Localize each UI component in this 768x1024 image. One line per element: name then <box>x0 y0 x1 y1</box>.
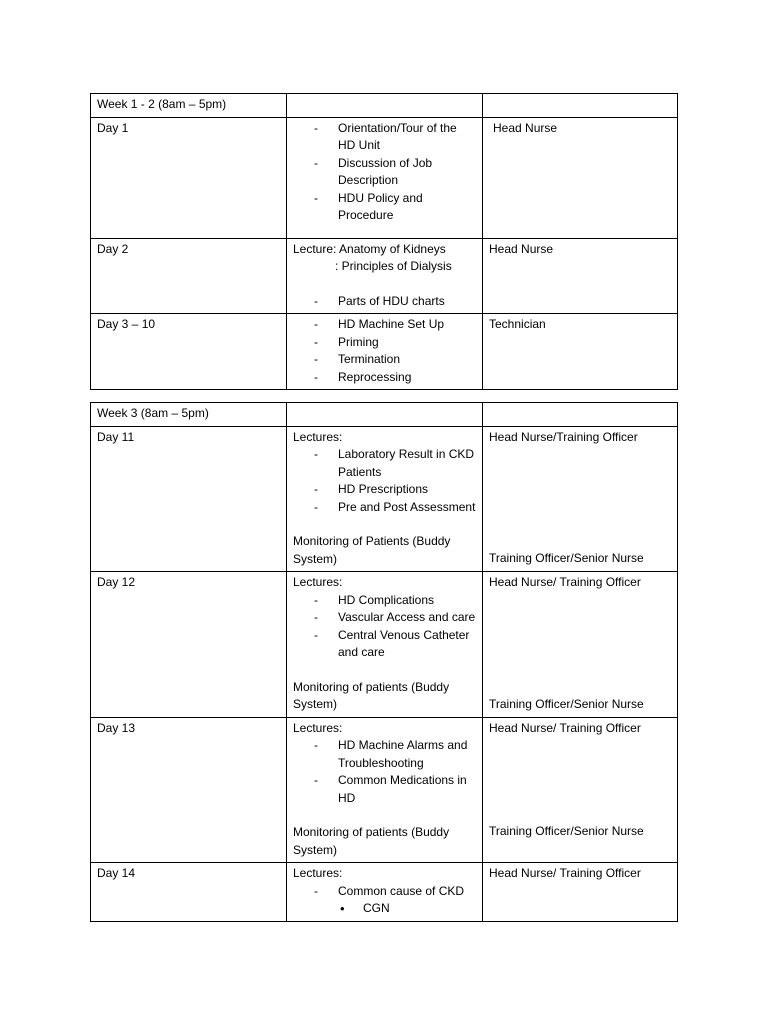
day-cell: Day 13 <box>91 717 287 863</box>
activity-list <box>293 446 476 516</box>
table-row <box>91 863 678 922</box>
schedule-table-week-1-2 <box>90 93 678 390</box>
list-item: - Vascular Access and care <box>293 609 476 627</box>
list-item: - Pre and Post Assessment <box>293 499 476 517</box>
schedule-table-week-3 <box>90 402 678 922</box>
activity-list <box>293 592 476 662</box>
day-cell: Day 14 <box>91 863 287 922</box>
responsible-text: Training Officer/Senior Nurse <box>489 824 644 838</box>
list-item: - Discussion of Job Description <box>293 155 476 190</box>
responsible-text: Head Nurse <box>493 120 558 135</box>
table-header-row <box>91 94 678 118</box>
activity-cell <box>287 717 483 863</box>
list-item: - HD Prescriptions <box>293 481 476 499</box>
list-item: - HD Machine Set Up <box>293 316 476 334</box>
list-item: - HD Complications <box>293 592 476 610</box>
table-header-row <box>91 403 678 427</box>
monitoring-text: Monitoring of patients (Buddy System) <box>293 679 450 711</box>
empty-header-cell <box>287 94 483 118</box>
activity-cell <box>287 572 483 718</box>
activity-list <box>293 883 476 901</box>
empty-header-cell <box>287 403 483 427</box>
responsible-text: Training Officer/Senior Nurse <box>489 551 644 565</box>
table-row <box>91 572 678 718</box>
day-cell: Day 12 <box>91 572 287 718</box>
table-row <box>91 717 678 863</box>
table-row <box>91 238 678 314</box>
table-row <box>91 314 678 390</box>
sub-list <box>293 900 476 918</box>
activity-list <box>293 120 476 225</box>
responsible-text: Head Nurse/ Training Officer <box>489 720 641 735</box>
responsible-cell: Head Nurse <box>483 238 678 314</box>
day-cell: Day 3 – 10 <box>91 314 287 390</box>
monitoring-text: Monitoring of Patients (Buddy System) <box>293 534 451 566</box>
list-item: - Parts of HDU charts <box>293 293 476 311</box>
monitoring-text: Monitoring of patients (Buddy System) <box>293 825 450 857</box>
week-header: Week 3 (8am – 5pm) <box>91 403 287 427</box>
responsible-cell <box>483 117 678 238</box>
activity-list <box>293 293 476 311</box>
responsible-text: Head Nurse/ Training Officer <box>489 575 641 589</box>
activity-cell <box>287 238 483 314</box>
responsible-cell: Technician <box>483 314 678 390</box>
activity-cell <box>287 314 483 390</box>
list-item: - HDU Policy and Procedure <box>293 190 476 225</box>
list-item: - Reprocessing <box>293 369 476 387</box>
responsible-cell <box>483 863 678 922</box>
activity-list <box>293 316 476 386</box>
list-item: - Common Medications in HD <box>293 772 476 807</box>
activity-cell <box>287 863 483 922</box>
table-row <box>91 117 678 238</box>
responsible-cell <box>483 717 678 863</box>
activity-list <box>293 737 476 807</box>
responsible-cell <box>483 572 678 718</box>
activity-cell <box>287 117 483 238</box>
table-row <box>91 426 678 572</box>
list-item: - Central Venous Catheter and care <box>293 627 476 662</box>
responsible-text: Head Nurse/ Training Officer <box>489 866 641 880</box>
list-item: - Termination <box>293 351 476 369</box>
lectures-label: Lectures: <box>293 575 343 589</box>
list-item: - Orientation/Tour of the HD Unit <box>293 120 476 155</box>
empty-header-cell <box>483 403 678 427</box>
lectures-label: Lectures: <box>293 720 343 735</box>
responsible-text: Head Nurse/Training Officer <box>489 429 638 444</box>
lectures-label: Lectures: <box>293 866 343 880</box>
lectures-label: Lectures: <box>293 429 343 444</box>
sub-list-item: • CGN <box>293 900 476 918</box>
week-header: Week 1 - 2 (8am – 5pm) <box>91 94 287 118</box>
responsible-cell <box>483 426 678 572</box>
list-item: - HD Machine Alarms and Troubleshooting <box>293 737 476 772</box>
list-item: - Laboratory Result in CKD Patients <box>293 446 476 481</box>
day-cell: Day 11 <box>91 426 287 572</box>
day-cell: Day 1 <box>91 117 287 238</box>
responsible-text: Training Officer/Senior Nurse <box>489 696 644 711</box>
list-item: - Common cause of CKD <box>293 883 476 901</box>
activity-cell <box>287 426 483 572</box>
day-cell: Day 2 <box>91 238 287 314</box>
lecture-line: : Principles of Dialysis <box>335 259 452 273</box>
lecture-line: Lecture: Anatomy of Kidneys <box>293 241 446 256</box>
empty-header-cell <box>483 94 678 118</box>
list-item: - Priming <box>293 334 476 352</box>
